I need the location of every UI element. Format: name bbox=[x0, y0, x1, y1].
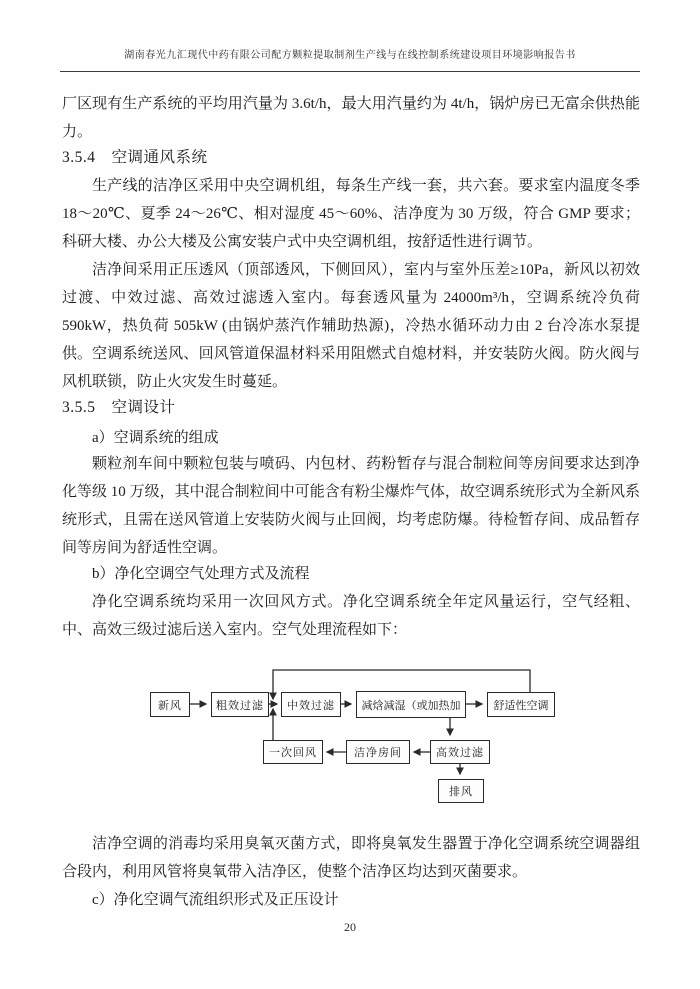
flow-box-coarse-filter: 粗效过滤 bbox=[211, 692, 269, 717]
page-header-title: 湖南春光九汇现代中药有限公司配方颗粒提取制剂生产线与在线控制系统建设项目环境影响报告书 bbox=[124, 50, 576, 61]
air-handling-flow-diagram bbox=[0, 650, 700, 825]
paragraph-fireproof-duct: 空调系统送风、回风管道保温材料采用阻燃式自熄材料，并安装防火阀。防火阀与风机联锁，防止火灾发生时蔓延。 bbox=[62, 346, 640, 390]
flow-box-fresh-air: 新风 bbox=[150, 692, 190, 717]
paragraph-system-composition: 颗粒剂车间中颗粒包装与喷码、内包材、药粉暂存与混合制粒间等房间要求达到净化等级 10 万级，其中混合制粒间中可能含有粉尘爆炸气体，故空调系统形式为全新风系统形式，且需在送风管道上安装防火阀与止回阀，均考虑防爆。待检暂存间、成品暂存间等房间为舒适性空调。 bbox=[62, 456, 640, 556]
section-heading-3-5-5: 3.5.5 空调设计 bbox=[62, 399, 176, 416]
list-item-b: b）净化空调空气处理方式及流程 bbox=[92, 566, 310, 582]
header-rule bbox=[60, 71, 640, 72]
flow-box-clean-room: 洁净房间 bbox=[346, 740, 410, 764]
page-number: 20 bbox=[344, 920, 356, 934]
paragraph-boiler-capacity: 厂区现有生产系统的平均用汽量为 3.6t/h，最大用汽量约为 4t/h，锅炉房已无富余供热能力。 bbox=[62, 96, 640, 140]
list-item-c: c）净化空调气流组织形式及正压设计 bbox=[92, 892, 339, 908]
paragraph-positive-pressure: 洁净间采用正压透风（顶部透风，下侧回风），室内与室外压差≥10Pa，新风以初效过渡、中效过滤、高效过滤透入室内。每套透风量为 24000m³/h，空调系统冷负荷 590kW，热负荷 505kW (由锅炉蒸汽作辅助热源)，冷热水循环动力由 2 台冷冻水泵提供。 bbox=[62, 262, 640, 362]
flow-box-comfort-ac: 舒适性空调 bbox=[487, 692, 555, 717]
flow-box-medium-filter: 中效过滤 bbox=[281, 692, 341, 717]
flow-box-treatment: 减焓减湿（或加热加 bbox=[356, 691, 466, 718]
paragraph-clean-zone-ac: 生产线的洁净区采用中央空调机组，每条生产线一套，共六套。要求室内温度冬季18～20℃、夏季 24～26℃、相对湿度 45～60%、洁净度为 30 万级，符合 GMP 要求；科研大楼、办公大楼及公寓安装户式中央空调机组，按舒适性进行调节。 bbox=[62, 178, 640, 250]
paragraph-ozone-sterilization: 洁净空调的消毒均采用臭氧灭菌方式，即将臭氧发生器置于净化空调系统空调器组合段内，利用风管将臭氧带入洁净区，使整个洁净区均达到灭菌要求。 bbox=[62, 836, 640, 880]
section-heading-3-5-4: 3.5.4 空调通风系统 bbox=[62, 149, 208, 166]
diagram-connector-lines bbox=[0, 650, 700, 825]
flow-box-primary-return: 一次回风 bbox=[263, 740, 323, 764]
paragraph-air-handling: 净化空调系统均采用一次回风方式。净化空调系统全年定风量运行，空气经粗、中、高效三级过滤后送入室内。空气处理流程如下： bbox=[62, 594, 640, 638]
list-item-a: a）空调系统的组成 bbox=[92, 430, 219, 446]
flow-box-hepa-filter: 高效过滤 bbox=[430, 740, 490, 764]
flow-box-exhaust: 排风 bbox=[438, 779, 484, 803]
